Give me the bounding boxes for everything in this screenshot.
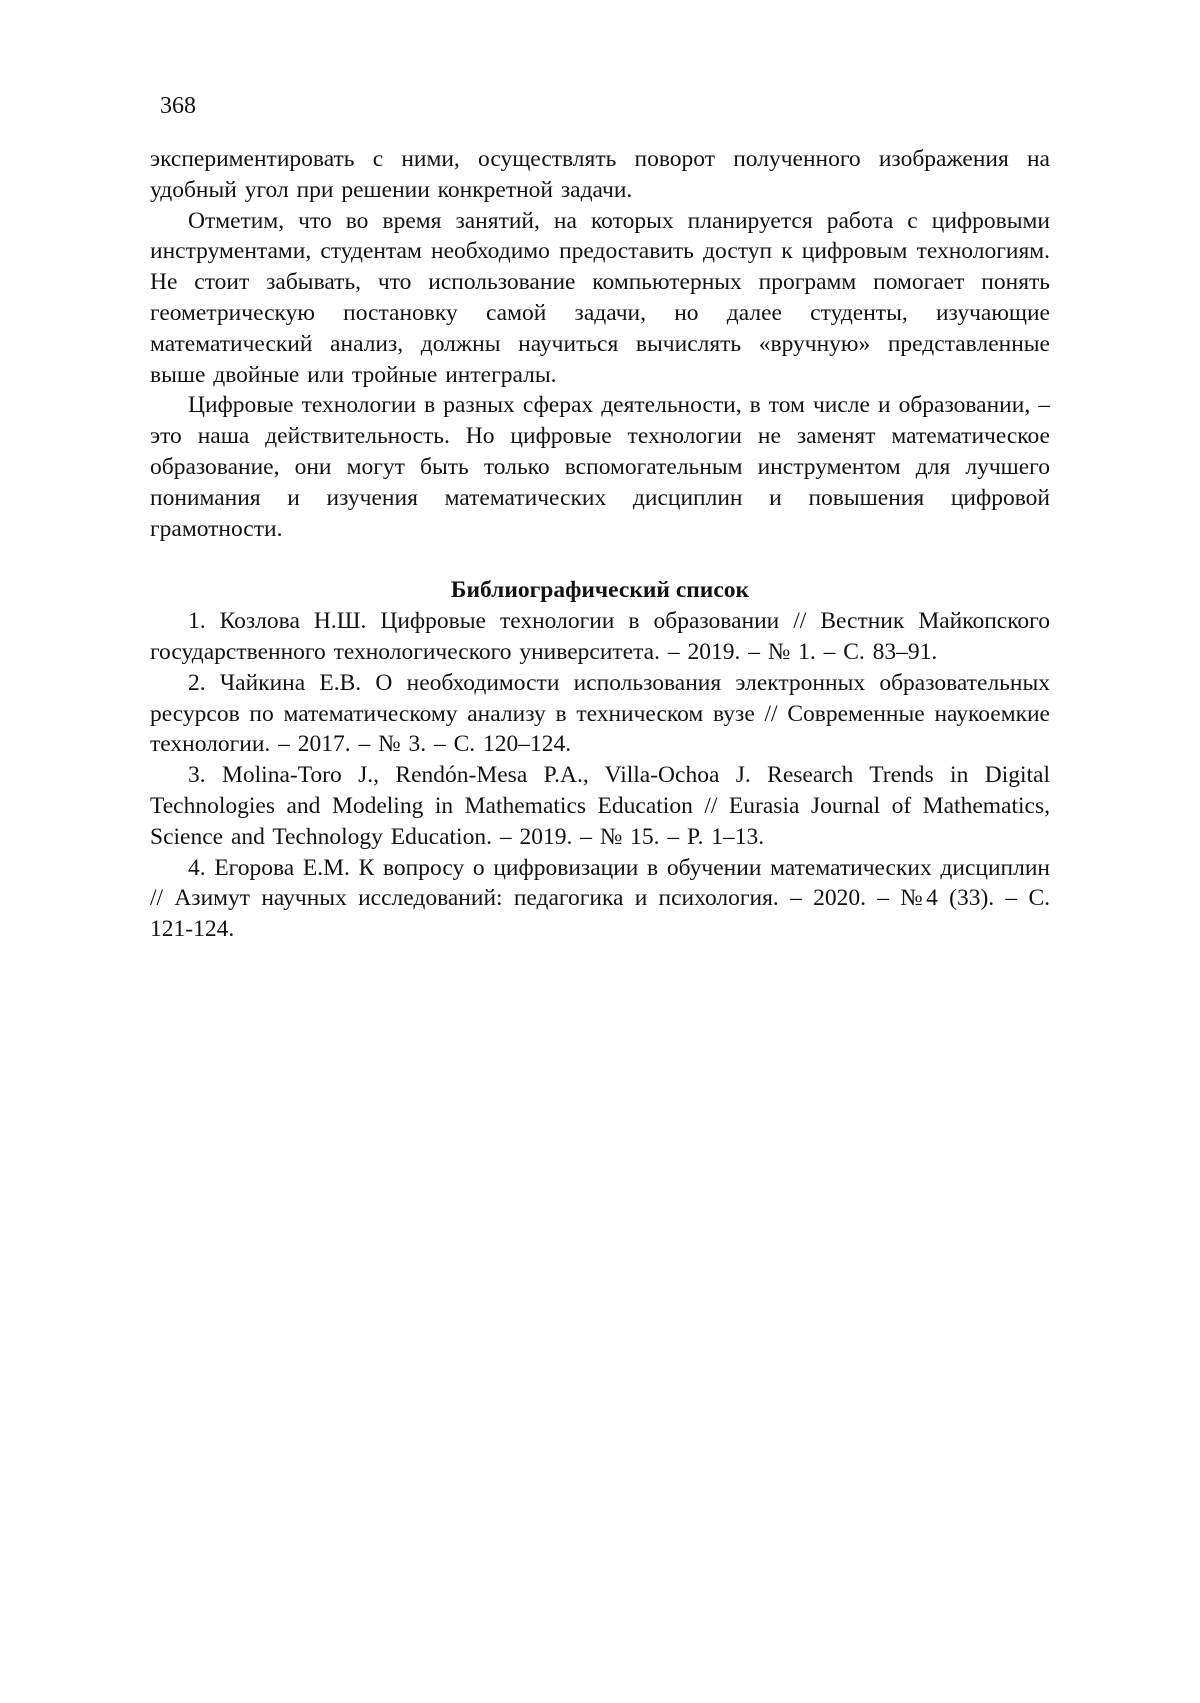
bibliography-item: 2. Чайкина Е.В. О необходимости использования электронных образовательных ресурсов по математическому анализу в техническом вузе // Современные наукоемкие технологии. – 2017. – № 3. – С. 120–124. bbox=[150, 669, 1050, 758]
paragraph: Цифровые технологии в разных сферах деятельности, в том числе и образовании, – это наша действительность. Но цифровые технологии не заменят математическое образование, они могут быть только вспомогательным инструментом для лучшего понимания и изучения математических дисциплин и повышения цифровой грамотности. bbox=[150, 392, 1050, 542]
bibliography-item: 1. Козлова Н.Ш. Цифровые технологии в образовании // Вестник Майкопского государственного технологического университета. – 2019. – № 1. – С. 83–91. bbox=[150, 608, 1050, 665]
bibliography-heading: Библиографический список bbox=[450, 577, 750, 604]
paragraph: Отметим, что во время занятий, на которых планируется работа с цифровыми инструментами, студентам необходимо предоставить доступ к цифровым технологиям. Не стоит забывать, что использование компьютерных программ помогает понять геометрическую постановку самой задачи, но далее студенты, изучающие математический анализ, должны научиться вычислять «вручную» представленные выше двойные или тройные интегралы. bbox=[150, 207, 1050, 388]
bibliography-item: 3. Molina-Toro J., Rendón-Mesa P.A., Villa-Ochoa J. Research Trends in Digital Technologies and Modeling in Mathematics Education // Eurasia Journal of Mathematics, Science and Technology Education. – 2019. – № 15. – P. 1–13. bbox=[150, 762, 1050, 850]
page-number: 368 bbox=[160, 93, 196, 119]
paragraph-continuation: экспериментировать с ними, осуществлять поворот полученного изображения на удобный угол при решении конкретной задачи. bbox=[150, 146, 1050, 203]
bibliography-item: 4. Егорова Е.М. К вопросу о цифровизации в обучении математических дисциплин // Азимут научных исследований: педагогика и психология. – 2020. – №4 (33). – С. 121-124. bbox=[150, 854, 1050, 943]
body-text bbox=[150, 144, 1050, 945]
